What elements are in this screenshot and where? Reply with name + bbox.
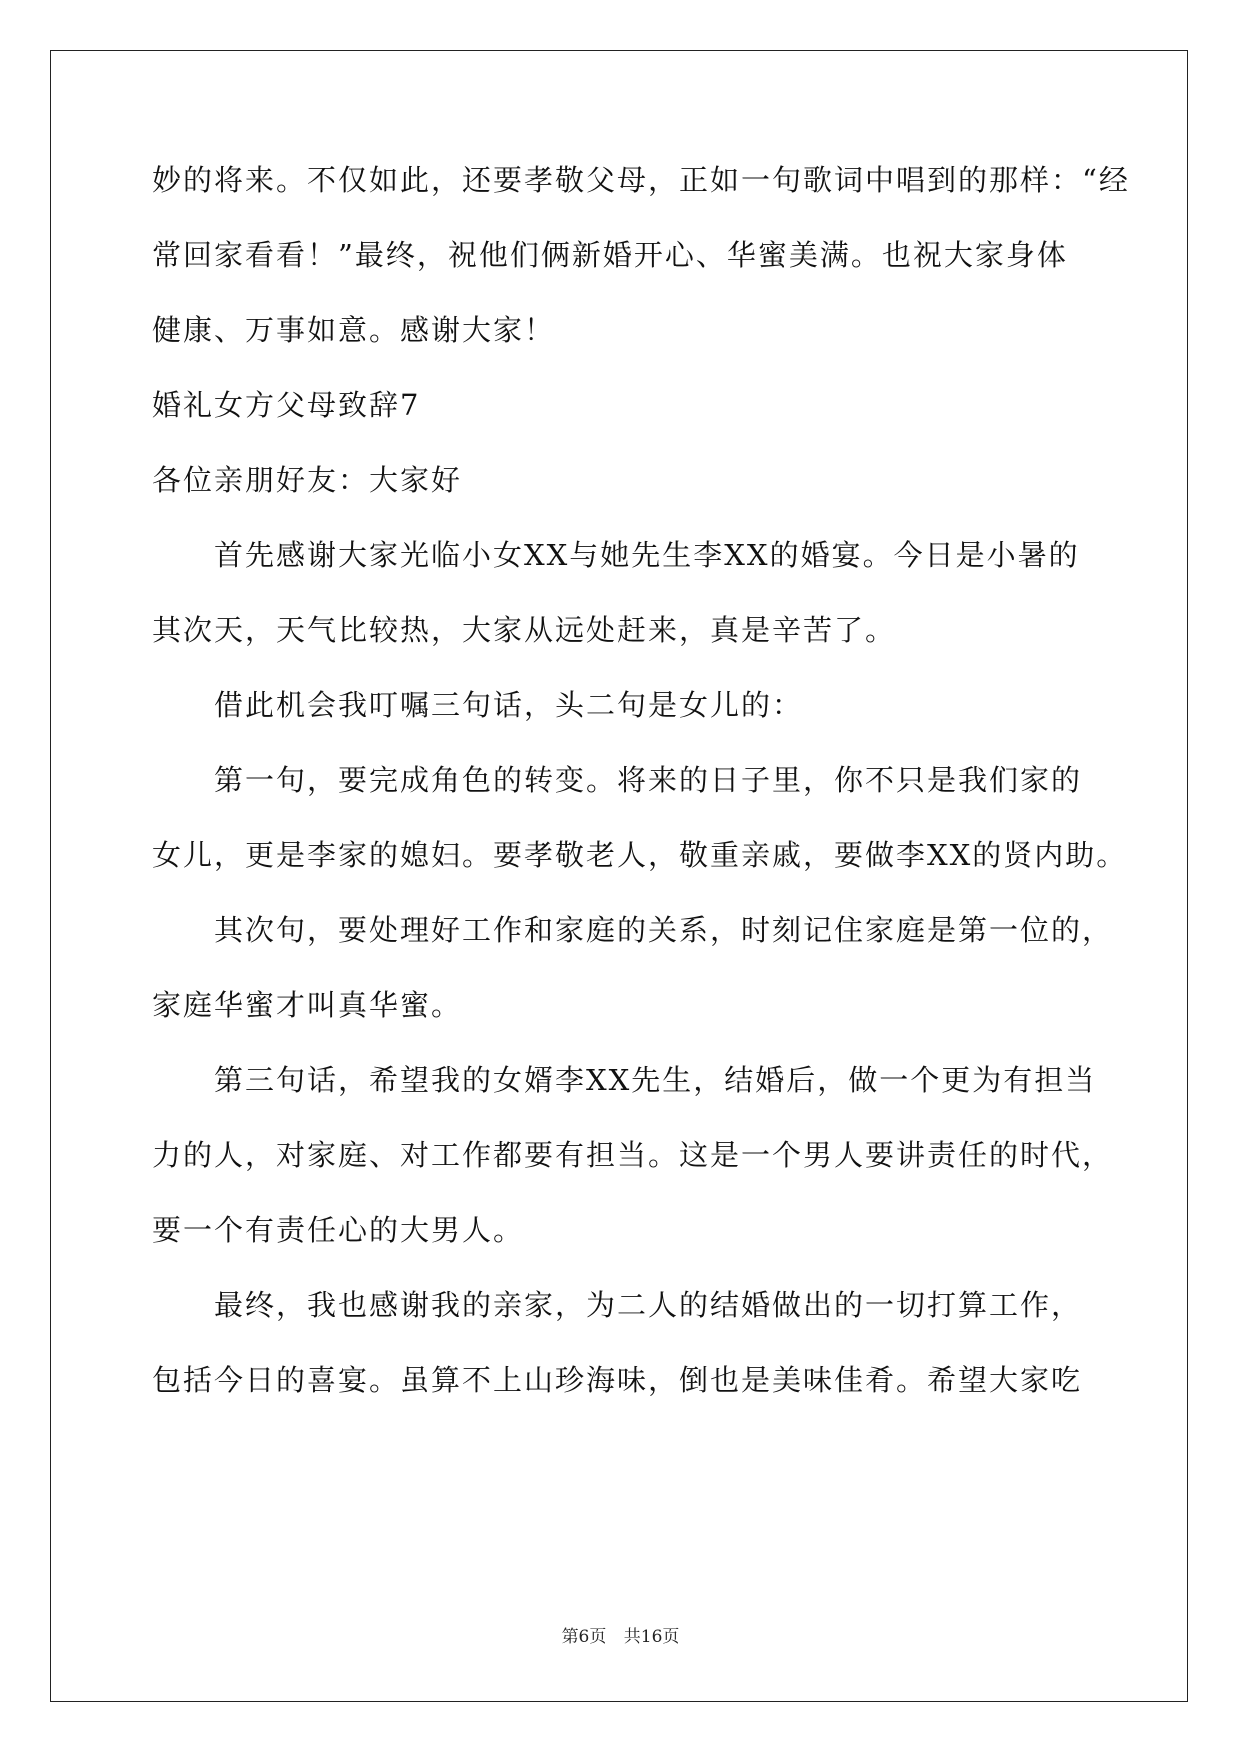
page-border <box>50 50 1188 1702</box>
paragraph-line: 其次天，天气比较热，大家从远处赶来，真是辛苦了。 <box>152 613 897 647</box>
paragraph-line: 常回家看看！”最终，祝他们俩新婚开心、华蜜美满。也祝大家身体 <box>152 238 1068 272</box>
paragraph-line: 借此机会我叮嘱三句话，头二句是女儿的： <box>214 688 804 722</box>
page-footer <box>0 1622 1241 1647</box>
paragraph-line: 健康、万事如意。感谢大家！ <box>152 313 556 347</box>
paragraph-line: 其次句，要处理好工作和家庭的关系，时刻记住家庭是第一位的， <box>214 913 1114 947</box>
section-heading: 婚礼女方父母致辞7 <box>152 388 421 422</box>
page-number: 第6页 <box>561 1627 607 1647</box>
page-total: 共16页 <box>623 1627 680 1647</box>
paragraph-line: 女儿，更是李家的媳妇。要孝敬老人，敬重亲戚，要做李XX的贤内助。 <box>152 838 1128 872</box>
paragraph-line: 第一句，要完成角色的转变。将来的日子里，你不只是我们家的 <box>214 763 1083 797</box>
paragraph-line: 首先感谢大家光临小女XX与她先生李XX的婚宴。今日是小暑的 <box>214 538 1080 572</box>
paragraph-line: 包括今日的喜宴。虽算不上山珍海味，倒也是美味佳肴。希望大家吃 <box>152 1363 1083 1397</box>
paragraph-line: 妙的将来。不仅如此，还要孝敬父母，正如一句歌词中唱到的那样：“经 <box>152 163 1130 197</box>
paragraph-line: 最终，我也感谢我的亲家，为二人的结婚做出的一切打算工作， <box>214 1288 1083 1322</box>
salutation: 各位亲朋好友：大家好 <box>152 463 463 497</box>
paragraph-line: 要一个有责任心的大男人。 <box>152 1213 525 1247</box>
paragraph-line: 力的人，对家庭、对工作都要有担当。这是一个男人要讲责任的时代， <box>152 1138 1114 1172</box>
paragraph-line: 家庭华蜜才叫真华蜜。 <box>152 988 463 1022</box>
paragraph-line: 第三句话，希望我的女婿李XX先生，结婚后，做一个更为有担当 <box>214 1063 1097 1097</box>
